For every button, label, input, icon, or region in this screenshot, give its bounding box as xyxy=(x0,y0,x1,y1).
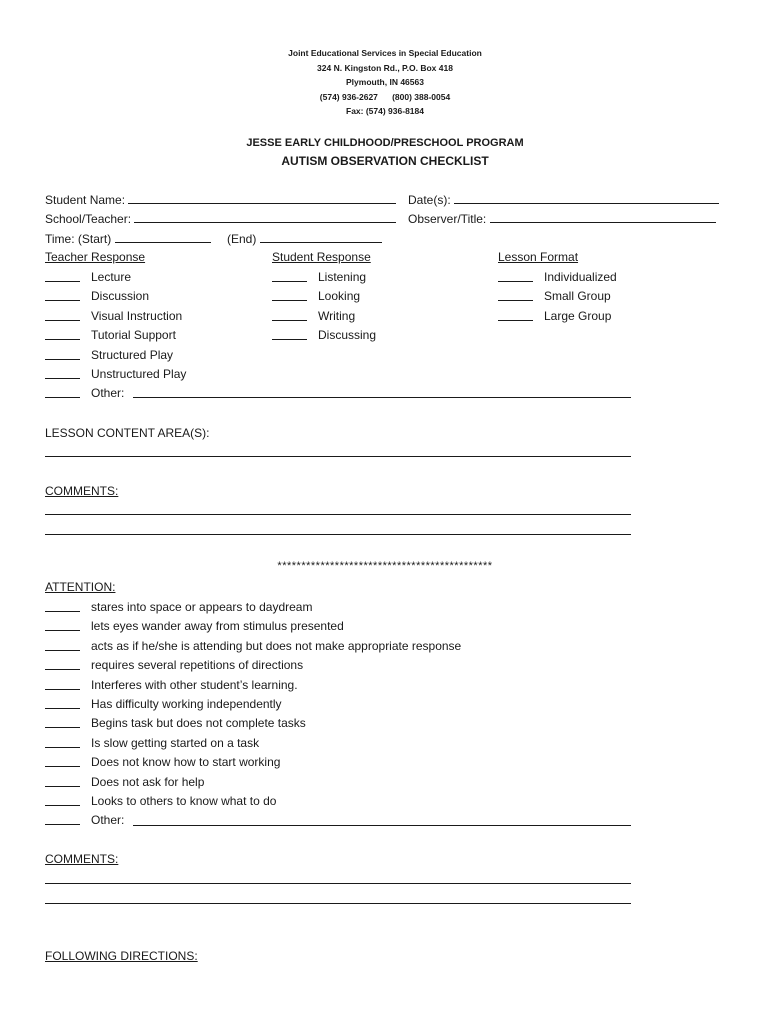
checklist-item-label: Has difficulty working independently xyxy=(91,697,282,711)
time-start-blank[interactable] xyxy=(115,231,211,243)
checklist-item-label: Structured Play xyxy=(91,347,174,362)
comments-line[interactable] xyxy=(45,534,631,535)
checkbox-line[interactable] xyxy=(498,281,533,282)
student-name-field[interactable] xyxy=(45,192,396,208)
following-directions-heading: FOLLOWING DIRECTIONS: xyxy=(45,949,198,963)
org-phones: (574) 936-2627 (800) 388-0054 xyxy=(319,91,451,102)
checkbox-line[interactable] xyxy=(45,339,80,340)
org-name: Joint Educational Services in Special Education xyxy=(288,48,482,58)
comments-heading-1: COMMENTS: xyxy=(45,484,119,498)
checklist-item-label: Listening xyxy=(318,270,367,284)
checkbox-line[interactable] xyxy=(45,708,80,709)
org-city: Plymouth, IN 46563 xyxy=(346,77,424,88)
comments-line[interactable] xyxy=(45,903,631,904)
checklist-item-label: Tutorial Support xyxy=(91,328,176,343)
checklist-item-label: Looks to others to know what to do xyxy=(91,794,277,808)
attention-other-blank[interactable] xyxy=(133,825,631,826)
checkbox-line[interactable] xyxy=(272,300,307,301)
section-separator: ********************************************* xyxy=(277,560,493,572)
checklist-item-label: requires several repetitions of directions xyxy=(91,658,304,673)
comments-line[interactable] xyxy=(45,514,631,515)
checkbox-line[interactable] xyxy=(45,766,80,767)
observer-title-field[interactable] xyxy=(408,211,716,227)
checklist-item-label: Discussing xyxy=(318,328,377,343)
checkbox-line[interactable] xyxy=(45,669,80,670)
student-name-label: Student Name: xyxy=(45,193,126,207)
checkbox-line[interactable] xyxy=(272,320,307,321)
dates-blank[interactable] xyxy=(454,192,719,204)
org-fax: Fax: (574) 936-8184 xyxy=(346,106,424,117)
checklist-item-label: Discussion xyxy=(91,289,150,304)
comments-line[interactable] xyxy=(45,883,631,884)
lesson-content-label: LESSON CONTENT AREA(S): xyxy=(45,426,210,440)
checklist-item-label: lets eyes wander away from stimulus presented xyxy=(91,619,344,634)
checkbox-line[interactable] xyxy=(45,378,80,379)
teacher-other-blank[interactable] xyxy=(133,397,631,398)
dates-label: Date(s): xyxy=(408,193,451,207)
observer-title-label: Observer/Title: xyxy=(408,212,487,226)
checkbox-line[interactable] xyxy=(45,397,80,398)
teacher-response-heading: Teacher Response xyxy=(45,250,146,264)
checkbox-line[interactable] xyxy=(45,747,80,748)
dates-field[interactable] xyxy=(408,192,719,208)
school-teacher-field[interactable] xyxy=(45,211,396,227)
observer-title-blank[interactable] xyxy=(490,211,716,223)
letterhead xyxy=(0,46,770,119)
checklist-item-label: Looking xyxy=(318,289,361,304)
checkbox-line[interactable] xyxy=(45,727,80,728)
checkbox-line[interactable] xyxy=(45,650,80,651)
checklist-item-label: Writing xyxy=(318,308,356,323)
time-end-blank[interactable] xyxy=(260,231,382,243)
teacher-other-label: Other: xyxy=(91,386,125,400)
checklist-item-label: Unstructured Play xyxy=(91,367,187,381)
checkbox-line[interactable] xyxy=(45,300,80,301)
checkbox-line[interactable] xyxy=(45,281,80,282)
time-start-label: Time: (Start) xyxy=(45,232,112,246)
checklist-item-label: Is slow getting started on a task xyxy=(91,735,260,750)
checklist-item-label: Begins task but does not complete tasks xyxy=(91,716,306,731)
checkbox-line[interactable] xyxy=(45,786,80,787)
checkbox-line[interactable] xyxy=(45,805,80,806)
checkbox-line[interactable] xyxy=(498,300,533,301)
checkbox-line[interactable] xyxy=(45,611,80,612)
school-teacher-blank[interactable] xyxy=(134,211,396,223)
program-title: JESSE EARLY CHILDHOOD/PRESCHOOL PROGRAM xyxy=(246,137,524,149)
checklist-item-label: Other: xyxy=(91,813,125,828)
checklist-item-label: Does not know how to start working xyxy=(91,755,281,770)
checklist-item-label: Does not ask for help xyxy=(91,774,205,789)
lesson-format-heading: Lesson Format xyxy=(498,250,579,264)
checkbox-line[interactable] xyxy=(45,630,80,631)
checklist-item-label: Visual Instruction xyxy=(91,308,183,323)
checkbox-line[interactable] xyxy=(498,320,533,321)
checklist-item-label: acts as if he/she is attending but does not make appropriate response xyxy=(91,638,462,653)
time-end-field[interactable] xyxy=(227,231,382,247)
attention-heading: ATTENTION: xyxy=(45,580,116,594)
checklist-item-label: Small Group xyxy=(544,289,611,304)
checklist-item-label: Individualized xyxy=(544,270,617,284)
school-teacher-label: School/Teacher: xyxy=(45,212,132,226)
student-name-blank[interactable] xyxy=(128,192,396,204)
checkbox-line[interactable] xyxy=(45,359,80,360)
checkbox-line[interactable] xyxy=(272,281,307,282)
checkbox-line[interactable] xyxy=(272,339,307,340)
lesson-content-line[interactable] xyxy=(45,456,631,457)
checklist-item-label: Lecture xyxy=(91,270,132,284)
checkbox-line[interactable] xyxy=(45,824,80,825)
form-title: AUTISM OBSERVATION CHECKLIST xyxy=(281,154,489,168)
time-end-label: (End) xyxy=(227,232,257,246)
checklist-item-label: stares into space or appears to daydream xyxy=(91,600,313,614)
student-response-heading: Student Response xyxy=(272,250,371,264)
comments-heading-2: COMMENTS: xyxy=(45,852,119,866)
checkbox-line[interactable] xyxy=(45,320,80,321)
org-address: 324 N. Kingston Rd., P.O. Box 418 xyxy=(317,62,453,73)
checklist-item-label: Interferes with other student’s learning. xyxy=(91,677,298,692)
title-block xyxy=(0,136,770,170)
checklist-item-label: Large Group xyxy=(544,308,612,323)
checkbox-line[interactable] xyxy=(45,689,80,690)
time-start-field[interactable] xyxy=(45,231,211,247)
